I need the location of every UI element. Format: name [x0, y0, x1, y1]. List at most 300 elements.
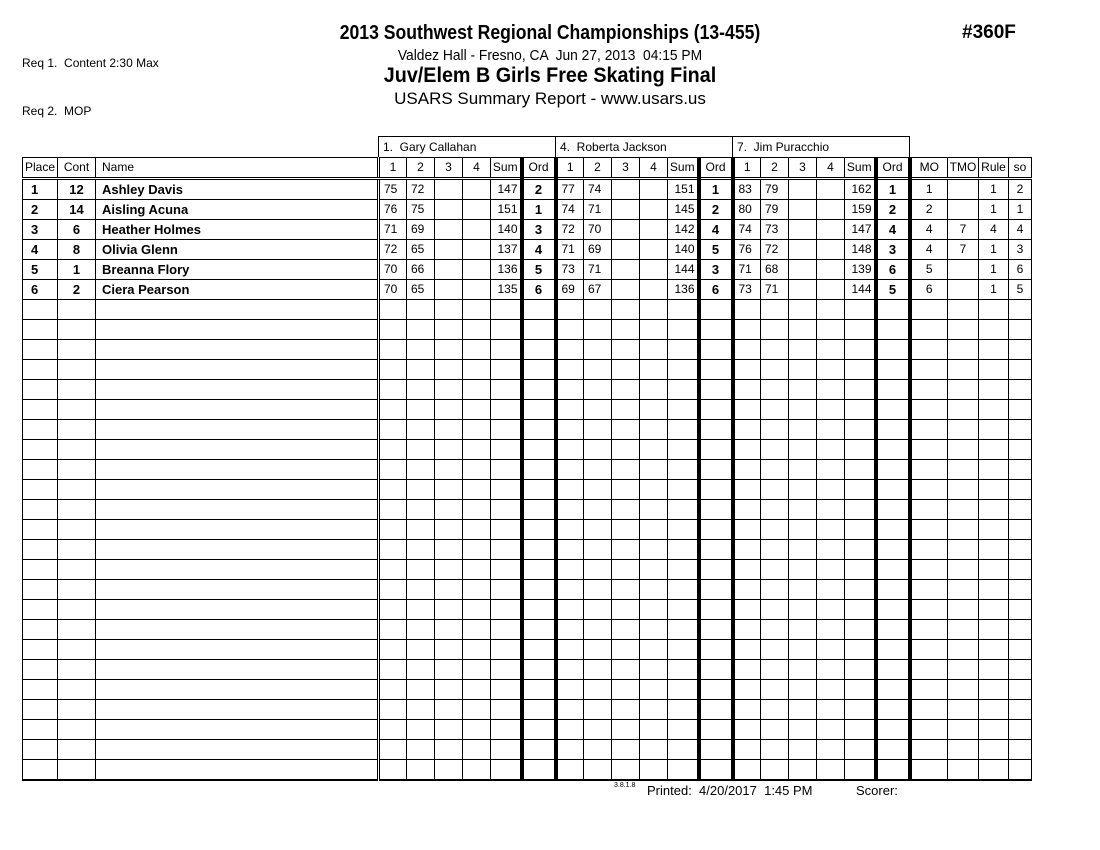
cell-judge3-sum: [845, 740, 876, 760]
cell-sum-ordinals: [1009, 720, 1032, 740]
cell-judge1-sum: [491, 500, 522, 520]
cell-contestant-number: 2: [58, 280, 96, 300]
cell-total-majority-ordinal: [948, 260, 979, 280]
cell-judge2-sum: 151: [668, 179, 699, 200]
cell-judge1-sum: [491, 700, 522, 720]
cell-judge3-ordinal: [876, 400, 910, 420]
cell-rule: [979, 520, 1009, 540]
cell-contestant-number: [58, 680, 96, 700]
cell-judge1-score4: [463, 620, 491, 640]
cell-sum-ordinals: 3: [1009, 240, 1032, 260]
cell-judge2-score4: [640, 300, 668, 320]
cell-judge2-score4: [640, 280, 668, 300]
cell-judge2-ordinal: [699, 560, 733, 580]
cell-judge3-ordinal: [876, 660, 910, 680]
cell-judge1-score4: [463, 240, 491, 260]
cell-judge3-score1: [733, 740, 761, 760]
cell-judge3-score2: [761, 580, 789, 600]
cell-judge3-score4: [817, 360, 845, 380]
cell-judge3-score4: [817, 300, 845, 320]
cell-judge1-score1: [379, 720, 407, 740]
empty-row: [23, 320, 1032, 340]
cell-contestant-number: [58, 540, 96, 560]
cell-judge3-ordinal: 6: [876, 260, 910, 280]
cell-judge2-score4: [640, 420, 668, 440]
cell-sum-ordinals: [1009, 640, 1032, 660]
cell-total-majority-ordinal: [948, 460, 979, 480]
cell-judge1-score1: [379, 660, 407, 680]
cell-sum-ordinals: [1009, 740, 1032, 760]
cell-judge2-sum: [668, 720, 699, 740]
cell-sum-ordinals: [1009, 360, 1032, 380]
table-row: [23, 220, 1032, 240]
cell-skater-name: Ashley Davis: [96, 179, 379, 200]
cell-judge2-ordinal: [699, 400, 733, 420]
cell-judge2-score1: [556, 420, 584, 440]
cell-majority-ordinal: [910, 440, 948, 460]
cell-judge1-score4: [463, 720, 491, 740]
cell-judge3-score4: [817, 660, 845, 680]
cell-rule: [979, 620, 1009, 640]
cell-place: [23, 680, 58, 700]
cell-judge3-score1: 73: [733, 280, 761, 300]
table-row: [23, 200, 1032, 220]
req-line-1: Req 1. Content 2:30 Max: [22, 56, 159, 70]
cell-place: 6: [23, 280, 58, 300]
cell-contestant-number: [58, 380, 96, 400]
cell-judge3-ordinal: 1: [876, 179, 910, 200]
cell-judge1-sum: [491, 300, 522, 320]
cell-judge2-score3: [612, 400, 640, 420]
cell-skater-name: [96, 360, 379, 380]
cell-judge3-score1: 74: [733, 220, 761, 240]
column-header-row: [23, 158, 1032, 179]
cell-contestant-number: [58, 560, 96, 580]
cell-judge1-score3: [435, 720, 463, 740]
empty-row: [23, 720, 1032, 740]
cell-judge1-score2: [407, 700, 435, 720]
cell-judge1-score2: [407, 320, 435, 340]
cell-judge1-score3: [435, 360, 463, 380]
cell-judge2-score1: [556, 520, 584, 540]
cell-place: [23, 500, 58, 520]
cell-majority-ordinal: 6: [910, 280, 948, 300]
cell-judge2-score1: 69: [556, 280, 584, 300]
cell-place: [23, 700, 58, 720]
cell-majority-ordinal: 4: [910, 240, 948, 260]
table-row: [23, 179, 1032, 200]
cell-judge1-score3: [435, 500, 463, 520]
cell-judge2-ordinal: [699, 740, 733, 760]
cell-judge3-ordinal: [876, 360, 910, 380]
cell-judge1-score1: [379, 680, 407, 700]
cell-judge2-score3: [612, 420, 640, 440]
cell-judge1-score4: [463, 680, 491, 700]
cell-judge2-score3: [612, 640, 640, 660]
cell-judge2-ordinal: [699, 340, 733, 360]
cell-place: [23, 300, 58, 320]
cell-judge3-sum: [845, 460, 876, 480]
cell-judge3-score3: [789, 720, 817, 740]
cell-judge2-sum: 140: [668, 240, 699, 260]
cell-rule: [979, 340, 1009, 360]
cell-judge2-ordinal: 1: [699, 179, 733, 200]
cell-judge2-score4: [640, 380, 668, 400]
cell-judge2-score1: [556, 760, 584, 781]
cell-judge2-ordinal: [699, 720, 733, 740]
cell-judge1-sum: 137: [491, 240, 522, 260]
cell-rule: [979, 740, 1009, 760]
cell-judge2-score3: [612, 260, 640, 280]
cell-sum-ordinals: [1009, 340, 1032, 360]
cell-judge3-score1: [733, 500, 761, 520]
cell-judge3-score3: [789, 240, 817, 260]
cell-judge1-score2: [407, 740, 435, 760]
cell-judge1-score2: [407, 520, 435, 540]
cell-judge2-score1: [556, 680, 584, 700]
cell-judge1-score3: [435, 380, 463, 400]
cell-place: 2: [23, 200, 58, 220]
cell-judge3-score1: [733, 620, 761, 640]
header-name: Name: [96, 158, 379, 179]
cell-majority-ordinal: 4: [910, 220, 948, 240]
cell-judge1-score2: [407, 300, 435, 320]
empty-row: [23, 300, 1032, 320]
cell-skater-name: [96, 480, 379, 500]
cell-judge2-sum: [668, 400, 699, 420]
cell-sum-ordinals: 2: [1009, 179, 1032, 200]
cell-judge2-score1: 74: [556, 200, 584, 220]
cell-judge2-score2: [584, 720, 612, 740]
cell-judge2-ordinal: [699, 420, 733, 440]
cell-contestant-number: [58, 740, 96, 760]
header-cont: Cont: [58, 158, 96, 179]
cell-judge1-score4: [463, 560, 491, 580]
cell-majority-ordinal: [910, 340, 948, 360]
cell-judge1-ordinal: [522, 340, 556, 360]
cell-judge1-score3: [435, 480, 463, 500]
cell-judge3-score4: [817, 640, 845, 660]
cell-judge3-score1: 76: [733, 240, 761, 260]
cell-judge3-score3: [789, 300, 817, 320]
cell-judge2-ordinal: 2: [699, 200, 733, 220]
cell-skater-name: [96, 580, 379, 600]
empty-row: [23, 360, 1032, 380]
cell-place: [23, 380, 58, 400]
cell-skater-name: Heather Holmes: [96, 220, 379, 240]
cell-judge2-score4: [640, 640, 668, 660]
cell-rule: 1: [979, 260, 1009, 280]
cell-skater-name: [96, 340, 379, 360]
cell-judge3-score1: [733, 760, 761, 781]
cell-judge3-sum: [845, 680, 876, 700]
cell-judge1-score1: 70: [379, 260, 407, 280]
cell-skater-name: [96, 740, 379, 760]
empty-row: [23, 500, 1032, 520]
cell-judge1-sum: [491, 560, 522, 580]
cell-judge2-sum: [668, 500, 699, 520]
cell-sum-ordinals: 5: [1009, 280, 1032, 300]
cell-judge1-score2: [407, 440, 435, 460]
cell-judge1-score2: [407, 600, 435, 620]
cell-judge3-score3: [789, 400, 817, 420]
report-line: USARS Summary Report - www.usars.us: [394, 89, 706, 108]
cell-judge2-score2: [584, 640, 612, 660]
cell-judge1-sum: 147: [491, 179, 522, 200]
cell-skater-name: Olivia Glenn: [96, 240, 379, 260]
cell-rule: [979, 560, 1009, 580]
table-row: [23, 240, 1032, 260]
cell-place: [23, 400, 58, 420]
cell-judge1-score2: 72: [407, 179, 435, 200]
cell-skater-name: [96, 440, 379, 460]
cell-judge1-score1: 70: [379, 280, 407, 300]
cell-judge2-sum: [668, 420, 699, 440]
cell-judge2-score3: [612, 620, 640, 640]
cell-judge1-sum: [491, 340, 522, 360]
cell-judge2-sum: [668, 680, 699, 700]
cell-sum-ordinals: [1009, 500, 1032, 520]
cell-judge2-score1: [556, 580, 584, 600]
cell-judge1-score3: [435, 600, 463, 620]
cell-judge3-ordinal: [876, 420, 910, 440]
cell-judge2-score2: [584, 500, 612, 520]
cell-judge1-score4: [463, 540, 491, 560]
cell-majority-ordinal: [910, 520, 948, 540]
cell-judge2-ordinal: [699, 540, 733, 560]
cell-judge3-score2: [761, 600, 789, 620]
band-gap-left: [23, 137, 379, 158]
cell-total-majority-ordinal: [948, 360, 979, 380]
cell-judge3-score2: [761, 620, 789, 640]
cell-judge2-ordinal: [699, 680, 733, 700]
cell-judge1-ordinal: [522, 420, 556, 440]
cell-judge3-score3: [789, 420, 817, 440]
cell-judge1-score2: [407, 580, 435, 600]
cell-judge2-score4: [640, 200, 668, 220]
cell-judge1-score1: [379, 340, 407, 360]
cell-judge3-score2: 79: [761, 179, 789, 200]
cell-judge3-sum: [845, 760, 876, 781]
cell-majority-ordinal: 5: [910, 260, 948, 280]
cell-judge2-ordinal: [699, 320, 733, 340]
cell-skater-name: [96, 300, 379, 320]
cell-rule: [979, 480, 1009, 500]
cell-total-majority-ordinal: [948, 400, 979, 420]
cell-judge1-score1: [379, 440, 407, 460]
cell-judge3-score3: [789, 660, 817, 680]
cell-majority-ordinal: [910, 660, 948, 680]
cell-judge1-score4: [463, 580, 491, 600]
cell-place: [23, 420, 58, 440]
cell-judge1-ordinal: [522, 380, 556, 400]
cell-rule: [979, 320, 1009, 340]
cell-judge2-sum: [668, 700, 699, 720]
cell-judge3-score4: [817, 400, 845, 420]
cell-judge1-ordinal: [522, 500, 556, 520]
cell-judge3-score2: [761, 440, 789, 460]
cell-judge3-score1: [733, 340, 761, 360]
cell-judge1-score3: [435, 280, 463, 300]
cell-place: [23, 460, 58, 480]
cell-contestant-number: 8: [58, 240, 96, 260]
empty-row: [23, 460, 1032, 480]
cell-judge2-score4: [640, 460, 668, 480]
cell-judge2-sum: [668, 640, 699, 660]
cell-judge3-ordinal: [876, 500, 910, 520]
cell-judge2-ordinal: [699, 460, 733, 480]
cell-judge2-sum: 142: [668, 220, 699, 240]
cell-judge2-ordinal: [699, 760, 733, 781]
cell-judge3-score2: [761, 300, 789, 320]
cell-contestant-number: 1: [58, 260, 96, 280]
band-gap-right: [910, 137, 1032, 158]
cell-judge3-score2: 73: [761, 220, 789, 240]
header-judge2-score4: 4: [640, 158, 668, 179]
cell-judge2-score1: [556, 360, 584, 380]
cell-judge3-score3: [789, 320, 817, 340]
cell-sum-ordinals: 4: [1009, 220, 1032, 240]
cell-judge3-score1: [733, 360, 761, 380]
cell-judge2-score1: [556, 660, 584, 680]
cell-judge2-score2: [584, 660, 612, 680]
cell-judge2-score1: 72: [556, 220, 584, 240]
cell-rule: [979, 720, 1009, 740]
cell-judge1-sum: [491, 600, 522, 620]
cell-judge1-score2: 75: [407, 200, 435, 220]
cell-judge3-score1: [733, 680, 761, 700]
cell-majority-ordinal: [910, 380, 948, 400]
cell-judge2-ordinal: 4: [699, 220, 733, 240]
cell-judge2-sum: 145: [668, 200, 699, 220]
empty-row: [23, 580, 1032, 600]
cell-judge3-score2: [761, 340, 789, 360]
cell-skater-name: [96, 600, 379, 620]
cell-judge3-score4: [817, 620, 845, 640]
cell-judge1-score4: [463, 179, 491, 200]
cell-judge2-sum: [668, 340, 699, 360]
cell-judge2-score3: [612, 360, 640, 380]
cell-place: [23, 600, 58, 620]
cell-judge2-score3: [612, 340, 640, 360]
cell-judge3-ordinal: [876, 520, 910, 540]
cell-total-majority-ordinal: [948, 680, 979, 700]
cell-judge2-score2: [584, 480, 612, 500]
cell-judge2-ordinal: [699, 580, 733, 600]
cell-place: [23, 640, 58, 660]
empty-row: [23, 740, 1032, 760]
cell-judge3-sum: 159: [845, 200, 876, 220]
cell-judge2-score4: [640, 440, 668, 460]
cell-judge2-score1: [556, 440, 584, 460]
cell-judge2-score3: [612, 460, 640, 480]
cell-judge2-score3: [612, 380, 640, 400]
cell-total-majority-ordinal: [948, 520, 979, 540]
cell-judge3-ordinal: [876, 680, 910, 700]
cell-judge3-score1: [733, 480, 761, 500]
cell-judge1-score1: 75: [379, 179, 407, 200]
cell-judge1-sum: [491, 420, 522, 440]
cell-judge2-score1: [556, 700, 584, 720]
cell-judge2-score2: 71: [584, 200, 612, 220]
cell-judge2-score2: [584, 540, 612, 560]
cell-judge1-score3: [435, 680, 463, 700]
cell-judge1-sum: [491, 740, 522, 760]
cell-total-majority-ordinal: [948, 420, 979, 440]
cell-sum-ordinals: [1009, 760, 1032, 781]
cell-contestant-number: [58, 340, 96, 360]
cell-judge2-score1: 71: [556, 240, 584, 260]
cell-total-majority-ordinal: 7: [948, 240, 979, 260]
header-judge1-score2: 2: [407, 158, 435, 179]
cell-judge3-score4: [817, 200, 845, 220]
cell-total-majority-ordinal: [948, 720, 979, 740]
empty-row: [23, 660, 1032, 680]
cell-judge3-score1: [733, 600, 761, 620]
cell-judge1-score1: [379, 700, 407, 720]
cell-judge2-ordinal: [699, 480, 733, 500]
cell-judge2-score4: [640, 760, 668, 781]
cell-judge1-score3: [435, 560, 463, 580]
cell-contestant-number: [58, 480, 96, 500]
cell-rule: [979, 380, 1009, 400]
cell-total-majority-ordinal: [948, 200, 979, 220]
cell-judge1-ordinal: [522, 460, 556, 480]
cell-judge3-ordinal: 4: [876, 220, 910, 240]
cell-judge3-score2: [761, 420, 789, 440]
cell-judge2-score3: [612, 179, 640, 200]
cell-judge2-score4: [640, 500, 668, 520]
cell-judge3-score3: [789, 620, 817, 640]
cell-judge1-score4: [463, 400, 491, 420]
cell-judge1-score1: [379, 620, 407, 640]
cell-judge2-sum: [668, 740, 699, 760]
cell-judge1-score4: [463, 340, 491, 360]
cell-total-majority-ordinal: [948, 660, 979, 680]
cell-place: 5: [23, 260, 58, 280]
empty-row: [23, 540, 1032, 560]
cell-contestant-number: [58, 620, 96, 640]
cell-judge1-sum: [491, 640, 522, 660]
cell-judge3-score3: [789, 680, 817, 700]
cell-total-majority-ordinal: [948, 640, 979, 660]
cell-contestant-number: [58, 320, 96, 340]
cell-judge2-score1: [556, 620, 584, 640]
cell-judge3-ordinal: [876, 340, 910, 360]
cell-judge1-sum: [491, 660, 522, 680]
score-table: [22, 136, 1032, 781]
cell-judge2-score3: [612, 320, 640, 340]
cell-judge3-score3: [789, 760, 817, 781]
cell-judge3-score3: [789, 520, 817, 540]
cell-judge1-score2: 65: [407, 240, 435, 260]
cell-judge3-sum: [845, 360, 876, 380]
cell-judge1-score1: [379, 740, 407, 760]
cell-judge3-score3: [789, 480, 817, 500]
cell-judge1-ordinal: [522, 640, 556, 660]
cell-sum-ordinals: [1009, 380, 1032, 400]
cell-judge1-score3: [435, 580, 463, 600]
cell-judge2-score1: [556, 380, 584, 400]
cell-judge1-sum: 135: [491, 280, 522, 300]
cell-sum-ordinals: [1009, 560, 1032, 580]
cell-judge1-sum: [491, 440, 522, 460]
cell-judge2-score2: [584, 400, 612, 420]
cell-judge1-score1: [379, 480, 407, 500]
header-judge2-ord: Ord: [699, 158, 733, 179]
header-judge2-score2: 2: [584, 158, 612, 179]
cell-contestant-number: 12: [58, 179, 96, 200]
